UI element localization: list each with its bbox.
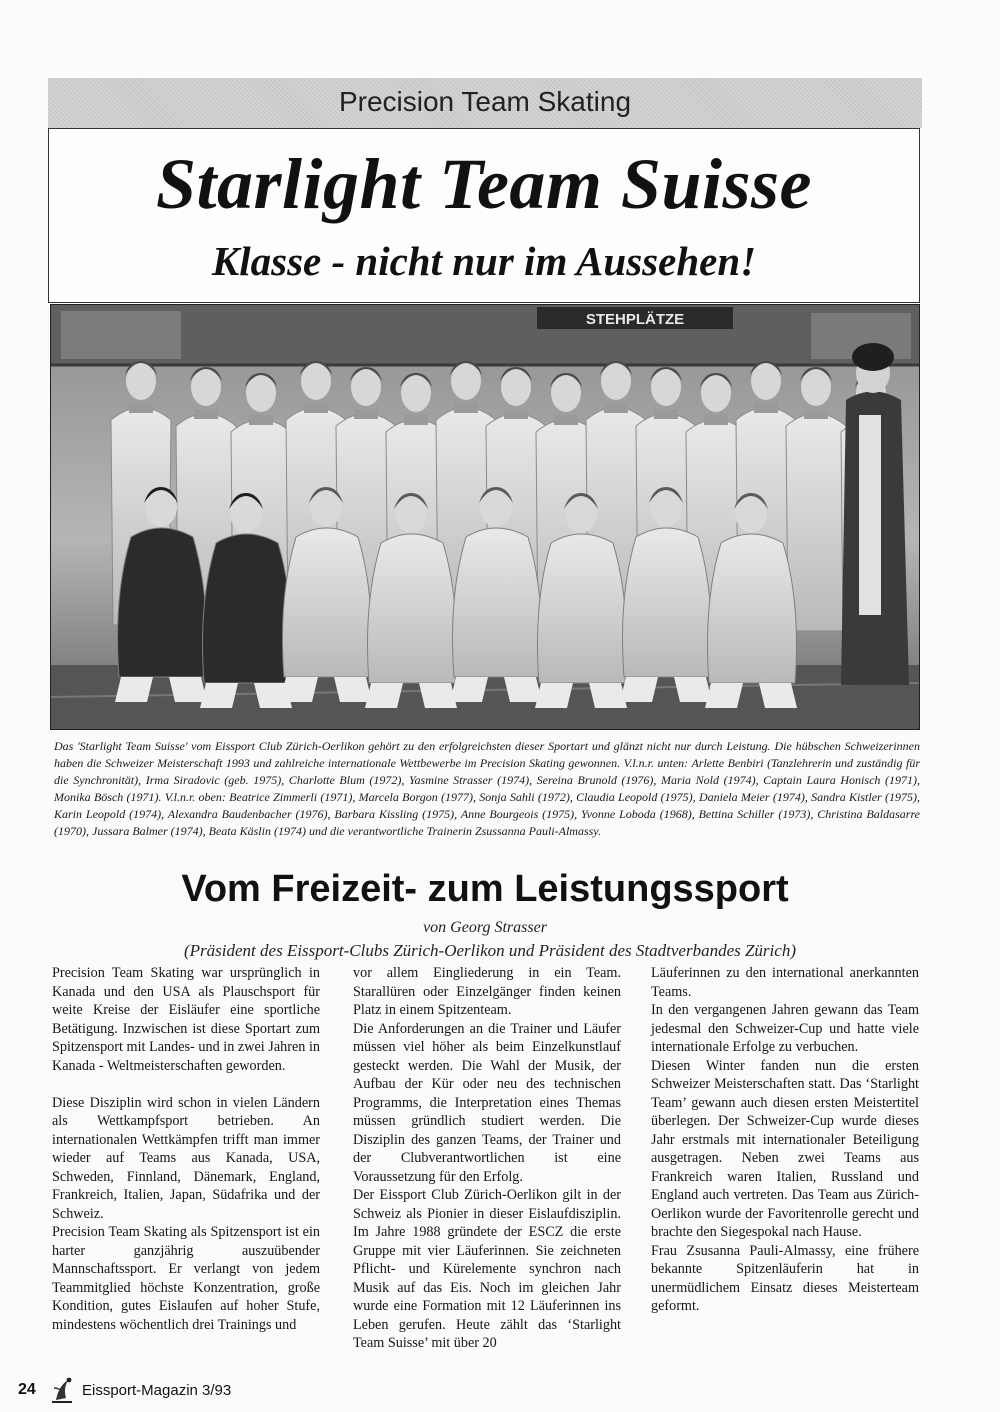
- paragraph: Diesen Winter fanden nun die ersten Schweizer Meisterschaften statt. Das ‘Starlight Team’ gewann auch diesen ersten Meistertitel überlegen. Der Schweizer-Cup wurde dieses Jahr erstmals mit internationaler Beteiligung ausgetragen. Neben zwei Teams aus Frankreich waren Italien, Russland und England auch vertreten. Das Team aus Zürich-Oerlikon wurde der Favoritenrolle gerecht und brachte den Siegespokal nach Hause.: [651, 1057, 919, 1240]
- paragraph: Precision Team Skating als Spitzensport ist ein harter ganzjährig auszuübender Mannschaftssport. Er verlangt von jedem Teammitglied höchste Konzentration, große Kondition, gutes Eislaufen auf hoher Stufe, mindestens wöchentlich drei Trainings und: [52, 1224, 320, 1333]
- team-photo-illustration: [51, 305, 919, 729]
- photo-sign-text: STEHPLÄTZE: [585, 311, 685, 328]
- paragraph: Precision Team Skating war ursprünglich in Kanada und den USA als Plauschsport für weite Kreise der Eisläufer eine sportliche Betätigung. Inzwischen ist diese Sportart zum Spitzensport mit Landes- und in zwei Jahren in Kanada - Weltmeisterschaften geworden.: [52, 965, 320, 1074]
- team-photo: [50, 304, 920, 730]
- section-banner: [48, 78, 922, 128]
- main-title: Starlight Team Suisse: [155, 144, 813, 224]
- paragraph: Der Eissport Club Zürich-Oerlikon gilt in der Schweiz als Pionier in dieser Eislaufdisziplin. Im Jahre 1988 gründete der ESCZ die erste Gruppe mit vier Läuferinnen. Sie zeichneten Pflicht- und Kürelemente synchron nach Musik auf das Eis. Noch im gleichen Jahr wurde eine Formation mit 12 Läuferinnen ins Leben gerufen. Heute zählt das ‘Starlight Team Suisse’ mit über 20: [353, 1187, 621, 1351]
- section-label: Precision Team Skating: [338, 86, 632, 117]
- article-column-1: [52, 964, 320, 1334]
- paragraph: Diese Disziplin wird schon in vielen Ländern als Wettkampfsport betrieben. An internationalen Wettkämpfen trifft man immer wieder auf Teams aus Kanada, USA, Schweden, Finnland, Dänemark, England, Frankreich, Italien, Japan, Südafrika und der Schweiz.: [52, 1094, 320, 1222]
- paragraph: Die Anforderungen an die Trainer und Läufer müssen viel höher als beim Einzelkunstlauf gesteckt werden. Die Wahl der Musik, der Aufbau der Kür oder neu des technischen Programms, die Interpretation eines Themas müssen gründlich studiert werden. Die Disziplin des ganzen Teams, der Trainer und der Clubverantwortlichen ist eine Voraussetzung für den Erfolg.: [353, 1020, 621, 1185]
- page-number: 24: [18, 1381, 36, 1398]
- paragraph: Frau Zsusanna Pauli-Almassy, eine frühere bekannte Spitzenläuferin hat in unermüdlichem Einsatz dieses Meisterteam geformt.: [651, 1242, 919, 1314]
- paragraph: vor allem Eingliederung in ein Team. Starallüren oder Einzelgänger finden keinen Platz in einem Spitzenteam.: [353, 965, 621, 1018]
- title-box: [48, 128, 920, 303]
- magazine-name: Eissport-Magazin 3/93: [82, 1382, 232, 1399]
- photo-caption: Das 'Starlight Team Suisse' vom Eissport Club Zürich-Oerlikon gehört zu den erfolgreichsten dieser Sportart und glänzt nicht nur durch Leistung. Die hübschen Schweizerinnen haben die Schweizer Meisterschaft 1993 und zahlreiche internationale Wettbewerbe im Precision Skating gewonnen. V.l.n.r. unten: Arlette Benbiri (Tanzlehrerin und zuständig für die Synchronität), Irma Siradovic (geb. 1975), Charlotte Blum (1972), Yasmine Strasser (1974), Sereina Brunold (1976), Maria Nold (1974), Captain Laura Honisch (1971), Monika Bösch (1971). V.l.n.r. oben: Beatrice Zimmerli (1971), Marcela Borgon (1977), Sonja Sahli (1972), Claudia Leopold (1975), Daniela Meier (1974), Sandra Kistler (1975), Karin Leopold (1974), Alexandra Baudenbacher (1976), Barbara Kissling (1975), Anne Bourgeois (1975), Yvonne Loboda (1968), Bettina Schiller (1973), Christina Baldasarre (1970), Jussara Balmer (1974), Beata Käslin (1974) und die verantwortliche Trainerin Zsussanna Pauli-Almassy.: [54, 739, 920, 838]
- paragraph: In den vergangenen Jahren gewann das Team jedesmal den Schweizer-Cup und hatte viele internationale Erfolge zu verbuchen.: [651, 1002, 919, 1055]
- skater-logo-icon: [46, 1376, 78, 1406]
- paragraph: Läuferinnen zu den international anerkannten Teams.: [651, 965, 919, 1000]
- article-title: Vom Freizeit- zum Leistungssport: [181, 868, 789, 910]
- article-column-3: [651, 964, 919, 1316]
- author-affiliation: (Präsident des Eissport-Clubs Zürich-Oerlikon und Präsident des Stadtverbandes Zürich): [184, 941, 796, 960]
- article-byline: von Georg Strasser: [423, 919, 547, 936]
- article-column-2: [353, 964, 621, 1353]
- subtitle: Klasse - nicht nur im Aussehen!: [211, 238, 757, 284]
